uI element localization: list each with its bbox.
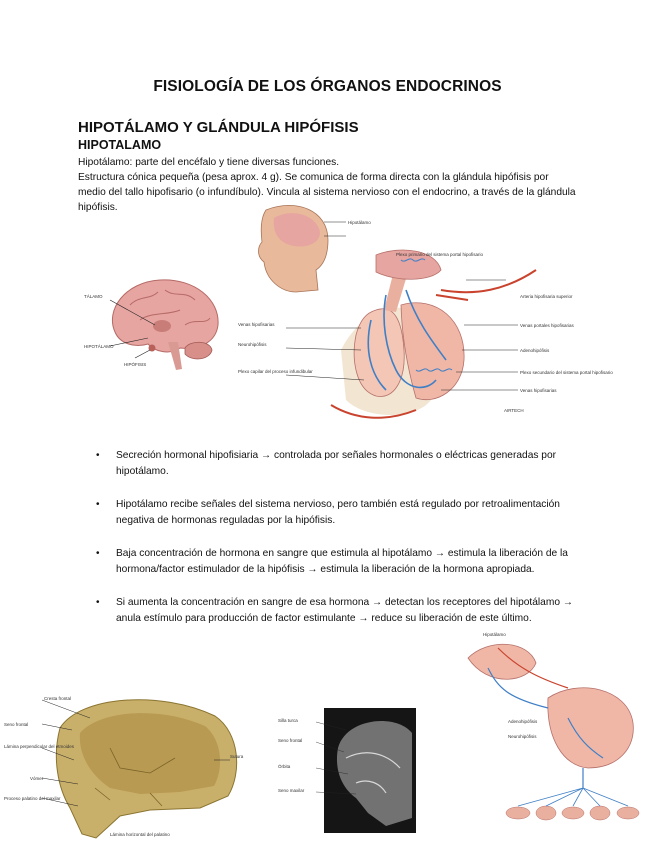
- brain-sagittal-figure: [80, 270, 230, 380]
- axis-pituitary: [548, 688, 633, 768]
- axis-hypothalamus: [468, 644, 536, 679]
- list-item: • Baja concentración de hormona en sangre que estimula al hipotálamo → estimula la liberación de la hormona/factor estimulador de la hipófisis → estimula la liberación de la hormona apropiada.: [96, 548, 568, 575]
- label-primary-plexus: Plexo primario del sistema portal hipofisario: [396, 252, 484, 257]
- cerebellum: [185, 342, 212, 359]
- axis-arrows: [518, 788, 628, 806]
- xray-figure: [276, 708, 416, 833]
- label-adenohypophysis: Adenohipófisis: [520, 348, 550, 353]
- label-portal-veins: Venas portales hipofisarias: [520, 323, 574, 328]
- label-palatine-process: Proceso palatino del maxilar: [4, 796, 61, 801]
- label-suture: Sutura: [230, 754, 244, 759]
- label-xray-frontal-sinus: Seno frontal: [278, 738, 303, 743]
- portal-system-figure: [236, 200, 613, 445]
- label-hypophyseal-veins-right: Venas hipofisarias: [520, 388, 557, 393]
- bullet-list: [96, 448, 586, 644]
- list-item: • Si aumenta la concentración en sangre de esa hormona → detectan los receptores del hipotálamo → anula estímulo para producción de factor estimulante → reduce su liberación de este último.: [96, 597, 574, 624]
- label-ethmoid-plate: Lámina perpendicular del etmoides: [4, 744, 75, 749]
- label-hypothalamus: HIPOTÁLAMO: [84, 344, 114, 349]
- label-superior-artery: Arteria hipofisaria superior: [520, 294, 573, 299]
- label-hypophyseal-veins-left: Venas hipofisarias: [238, 322, 275, 327]
- skull-figure: [0, 688, 250, 848]
- label-axis-neurohypophysis: Neurohipófisis: [508, 734, 537, 739]
- label-horizontal-plate: Lámina horizontal del palatino: [110, 832, 170, 837]
- label-frontal-sinus: Seno frontal: [4, 722, 29, 727]
- page-title: FISIOLOGÍA DE LOS ÓRGANOS ENDOCRINOS: [153, 78, 502, 95]
- label-vomer: Vómer: [30, 776, 44, 781]
- label-secondary-plexus: Plexo secundario del sistema portal hipofisario: [520, 370, 613, 375]
- intro-line: Hipotálamo: parte del encéfalo y tiene diversas funciones.: [78, 157, 340, 168]
- list-item: • Hipotálamo recibe señales del sistema nervioso, pero también está regulado por retroalimentación negativa de hormonas reguladas por la hipófisis.: [96, 499, 560, 526]
- label-hypothalamus-top: Hipotálamo: [348, 220, 371, 225]
- figure-credit: AIRTECH: [504, 408, 524, 413]
- label-sella: Silla turca: [278, 718, 298, 723]
- label-thalamus: TÁLAMO: [84, 294, 103, 299]
- target-organs: [506, 806, 639, 820]
- label-neurohypophysis: Neurohipófisis: [238, 342, 267, 347]
- label-maxillary-sinus: Seno maxilar: [278, 788, 305, 793]
- label-axis-adenohypophysis: Adenohipófisis: [508, 719, 538, 724]
- neurohypophysis-shape: [354, 309, 404, 397]
- label-frontal-crest: Cresta frontal: [44, 696, 72, 701]
- list-item: • Secreción hormonal hipofisiaria → controlada por señales hormonales o eléctricas generadas por hipotálamo.: [96, 450, 557, 477]
- label-axis-hypothalamus: Hipotálamo: [483, 632, 506, 637]
- label-capillary-plexus: Plexo capilar del proceso infundibular: [238, 369, 313, 374]
- intro-paragraph: Estructura cónica pequeña (pesa aprox. 4 g). Se comunica de forma directa con la glándula hipófisis por medio del tallo hipofisario (o infundíbulo). Vincula al sistema nervioso con el endocrino, a través de la glándula hipófisis.: [78, 172, 576, 213]
- label-pituitary: HIPÓFISIS: [124, 362, 147, 367]
- section-heading: HIPOTÁLAMO Y GLÁNDULA HIPÓFISIS: [78, 119, 359, 136]
- subsection-heading: HIPOTALAMO: [78, 138, 162, 152]
- label-orbit: Órbita: [278, 764, 291, 769]
- thalamus-shape: [153, 320, 171, 332]
- endocrine-axis-figure: [428, 628, 655, 838]
